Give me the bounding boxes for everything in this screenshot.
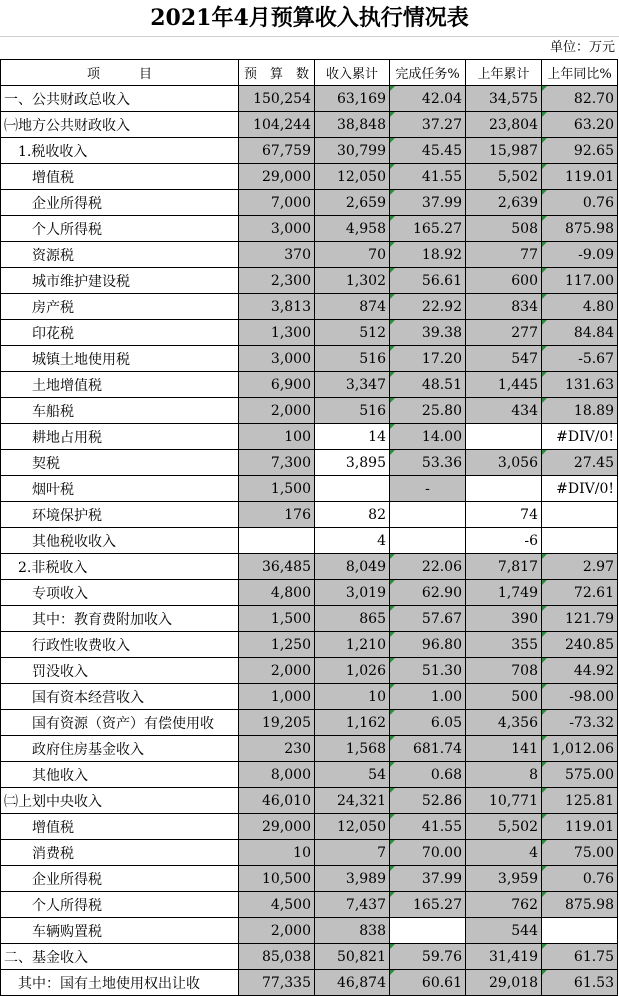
budget-cell[interactable]: 29,000 xyxy=(239,814,315,840)
table-row xyxy=(1,684,618,710)
yoy-cell[interactable]: 92.65 xyxy=(542,138,618,164)
budget-cell[interactable]: 2,000 xyxy=(239,398,315,424)
table-row xyxy=(1,840,618,866)
row-name-cell[interactable]: 土地增值税 xyxy=(1,372,239,398)
last-year-cell[interactable] xyxy=(466,476,542,502)
table-row xyxy=(1,606,618,632)
budget-cell[interactable]: 7,300 xyxy=(239,450,315,476)
row-name-cell[interactable]: 政府住房基金收入 xyxy=(1,736,239,762)
completion-cell[interactable]: 37.99 xyxy=(390,866,466,892)
row-name-cell[interactable]: 二、基金收入 xyxy=(1,944,239,970)
budget-cell[interactable] xyxy=(239,528,315,554)
budget-cell[interactable]: 104,244 xyxy=(239,112,315,138)
table-row xyxy=(1,242,618,268)
yoy-cell[interactable]: 121.79 xyxy=(542,606,618,632)
row-name-cell[interactable]: 国有资本经营收入 xyxy=(1,684,239,710)
table-row xyxy=(1,112,618,138)
cumulative-cell[interactable]: 4,958 xyxy=(315,216,390,242)
last-year-cell[interactable]: 77 xyxy=(466,242,542,268)
table-row xyxy=(1,476,618,502)
table-row xyxy=(1,190,618,216)
cumulative-cell[interactable]: 1,162 xyxy=(315,710,390,736)
completion-cell[interactable]: 59.76 xyxy=(390,944,466,970)
row-name-cell[interactable]: 2.非税收入 xyxy=(1,554,239,580)
last-year-cell[interactable]: 5,502 xyxy=(466,814,542,840)
yoy-cell[interactable]: 875.98 xyxy=(542,216,618,242)
cumulative-cell[interactable]: 12,050 xyxy=(315,814,390,840)
table-row xyxy=(1,580,618,606)
yoy-cell[interactable]: 61.75 xyxy=(542,944,618,970)
last-year-cell[interactable]: 15,987 xyxy=(466,138,542,164)
budget-table xyxy=(0,59,618,996)
row-name-cell[interactable]: 车船税 xyxy=(1,398,239,424)
last-year-cell[interactable]: 762 xyxy=(466,892,542,918)
yoy-cell[interactable]: -98.00 xyxy=(542,684,618,710)
table-row xyxy=(1,268,618,294)
row-name-cell[interactable]: 资源税 xyxy=(1,242,239,268)
row-name-cell[interactable]: 企业所得税 xyxy=(1,190,239,216)
last-year-cell[interactable]: 2,639 xyxy=(466,190,542,216)
cumulative-cell[interactable]: 3,895 xyxy=(315,450,390,476)
yoy-cell[interactable]: 82.70 xyxy=(542,86,618,112)
budget-cell[interactable]: 10,500 xyxy=(239,866,315,892)
yoy-cell[interactable]: 63.20 xyxy=(542,112,618,138)
yoy-cell[interactable]: 0.76 xyxy=(542,190,618,216)
cumulative-cell[interactable]: 838 xyxy=(315,918,390,944)
row-name-cell[interactable]: 一、公共财政总收入 xyxy=(1,86,239,112)
row-name-cell[interactable]: 国有资源（资产）有偿使用收 xyxy=(1,710,239,736)
budget-cell[interactable]: 3,000 xyxy=(239,216,315,242)
budget-cell[interactable]: 10 xyxy=(239,840,315,866)
completion-cell[interactable]: 48.51 xyxy=(390,372,466,398)
last-year-cell[interactable]: 7,817 xyxy=(466,554,542,580)
completion-cell[interactable]: 22.06 xyxy=(390,554,466,580)
budget-cell[interactable]: 4,500 xyxy=(239,892,315,918)
table-row xyxy=(1,320,618,346)
last-year-cell[interactable]: 29,018 xyxy=(466,970,542,996)
col-header-budget[interactable]: 预 算 数 xyxy=(239,60,315,86)
row-name-cell[interactable]: 城镇土地使用税 xyxy=(1,346,239,372)
last-year-cell[interactable]: 31,419 xyxy=(466,944,542,970)
completion-cell[interactable]: 25.80 xyxy=(390,398,466,424)
completion-cell[interactable]: 42.04 xyxy=(390,86,466,112)
completion-cell[interactable]: 53.36 xyxy=(390,450,466,476)
budget-cell[interactable]: 85,038 xyxy=(239,944,315,970)
yoy-cell[interactable] xyxy=(542,502,618,528)
last-year-cell[interactable]: 834 xyxy=(466,294,542,320)
completion-cell[interactable]: 165.27 xyxy=(390,216,466,242)
cumulative-cell[interactable] xyxy=(315,476,390,502)
yoy-cell[interactable]: 44.92 xyxy=(542,658,618,684)
cumulative-cell[interactable]: 70 xyxy=(315,242,390,268)
cumulative-cell[interactable]: 1,026 xyxy=(315,658,390,684)
row-name-cell[interactable]: 罚没收入 xyxy=(1,658,239,684)
last-year-cell[interactable]: 1,445 xyxy=(466,372,542,398)
yoy-cell[interactable]: 4.80 xyxy=(542,294,618,320)
last-year-cell[interactable]: 10,771 xyxy=(466,788,542,814)
table-row xyxy=(1,450,618,476)
last-year-cell[interactable]: 23,804 xyxy=(466,112,542,138)
row-name-cell[interactable]: 其他税收收入 xyxy=(1,528,239,554)
completion-cell[interactable]: 52.86 xyxy=(390,788,466,814)
completion-cell[interactable]: 57.67 xyxy=(390,606,466,632)
budget-cell[interactable]: 36,485 xyxy=(239,554,315,580)
row-name-cell[interactable]: 个人所得税 xyxy=(1,216,239,242)
last-year-cell[interactable]: 8 xyxy=(466,762,542,788)
cumulative-cell[interactable]: 10 xyxy=(315,684,390,710)
budget-cell[interactable]: 2,000 xyxy=(239,658,315,684)
row-name-cell[interactable]: ㈡上划中央收入 xyxy=(1,788,239,814)
cumulative-cell[interactable]: 874 xyxy=(315,294,390,320)
last-year-cell[interactable]: 434 xyxy=(466,398,542,424)
table-row xyxy=(1,736,618,762)
yoy-cell[interactable]: 119.01 xyxy=(542,164,618,190)
last-year-cell[interactable]: 708 xyxy=(466,658,542,684)
table-row xyxy=(1,970,618,996)
last-year-cell[interactable]: -6 xyxy=(466,528,542,554)
completion-cell[interactable]: 45.45 xyxy=(390,138,466,164)
col-header-cumulative[interactable]: 收入累计 xyxy=(315,60,390,86)
yoy-cell[interactable]: 72.61 xyxy=(542,580,618,606)
yoy-cell[interactable]: -9.09 xyxy=(542,242,618,268)
cumulative-cell[interactable]: 14 xyxy=(315,424,390,450)
row-name-cell[interactable]: 行政性收费收入 xyxy=(1,632,239,658)
last-year-cell[interactable]: 390 xyxy=(466,606,542,632)
table-row xyxy=(1,762,618,788)
yoy-cell[interactable]: 75.00 xyxy=(542,840,618,866)
budget-cell[interactable]: 1,500 xyxy=(239,476,315,502)
table-row xyxy=(1,372,618,398)
last-year-cell[interactable]: 74 xyxy=(466,502,542,528)
col-header-last-year[interactable]: 上年累计 xyxy=(466,60,542,86)
yoy-cell[interactable]: 27.45 xyxy=(542,450,618,476)
yoy-cell[interactable]: 240.85 xyxy=(542,632,618,658)
row-name-cell[interactable]: 房产税 xyxy=(1,294,239,320)
budget-cell[interactable]: 46,010 xyxy=(239,788,315,814)
row-name-cell[interactable]: 车辆购置税 xyxy=(1,918,239,944)
row-name-cell[interactable]: 耕地占用税 xyxy=(1,424,239,450)
table-row xyxy=(1,866,618,892)
last-year-cell[interactable]: 34,575 xyxy=(466,86,542,112)
last-year-cell[interactable]: 277 xyxy=(466,320,542,346)
table-row xyxy=(1,398,618,424)
last-year-cell[interactable]: 500 xyxy=(466,684,542,710)
completion-cell[interactable]: 1.00 xyxy=(390,684,466,710)
yoy-cell[interactable]: -73.32 xyxy=(542,710,618,736)
completion-cell[interactable]: 17.20 xyxy=(390,346,466,372)
row-name-cell[interactable]: 专项收入 xyxy=(1,580,239,606)
cumulative-cell[interactable]: 3,019 xyxy=(315,580,390,606)
row-name-cell[interactable]: 其他收入 xyxy=(1,762,239,788)
cumulative-cell[interactable]: 512 xyxy=(315,320,390,346)
table-body xyxy=(1,86,618,996)
cumulative-cell[interactable]: 50,821 xyxy=(315,944,390,970)
cumulative-cell[interactable]: 38,848 xyxy=(315,112,390,138)
table-row xyxy=(1,528,618,554)
yoy-cell[interactable]: #DIV/0! xyxy=(542,476,618,502)
completion-cell[interactable]: 681.74 xyxy=(390,736,466,762)
budget-cell[interactable]: 29,000 xyxy=(239,164,315,190)
yoy-cell[interactable]: #DIV/0! xyxy=(542,424,618,450)
last-year-cell[interactable]: 544 xyxy=(466,918,542,944)
yoy-cell[interactable] xyxy=(542,918,618,944)
cumulative-cell[interactable]: 1,210 xyxy=(315,632,390,658)
col-header-item[interactable]: 项 目 xyxy=(1,60,239,86)
table-row xyxy=(1,346,618,372)
header-row xyxy=(1,60,618,86)
completion-cell[interactable]: 41.55 xyxy=(390,164,466,190)
budget-cell[interactable]: 2,300 xyxy=(239,268,315,294)
table-row xyxy=(1,632,618,658)
last-year-cell[interactable]: 355 xyxy=(466,632,542,658)
last-year-cell[interactable]: 5,502 xyxy=(466,164,542,190)
completion-cell[interactable]: 70.00 xyxy=(390,840,466,866)
yoy-cell[interactable]: 131.63 xyxy=(542,372,618,398)
completion-cell[interactable]: 22.92 xyxy=(390,294,466,320)
cumulative-cell[interactable]: 516 xyxy=(315,346,390,372)
table-row xyxy=(1,424,618,450)
cumulative-cell[interactable]: 1,568 xyxy=(315,736,390,762)
last-year-cell[interactable]: 3,056 xyxy=(466,450,542,476)
yoy-cell[interactable]: 1,012.06 xyxy=(542,736,618,762)
cumulative-cell[interactable]: 8,049 xyxy=(315,554,390,580)
cumulative-cell[interactable]: 7 xyxy=(315,840,390,866)
cumulative-cell[interactable]: 7,437 xyxy=(315,892,390,918)
completion-cell[interactable]: 37.99 xyxy=(390,190,466,216)
cumulative-cell[interactable]: 4 xyxy=(315,528,390,554)
col-header-completion[interactable]: 完成任务% xyxy=(390,60,466,86)
row-name-cell[interactable]: 企业所得税 xyxy=(1,866,239,892)
completion-cell[interactable]: 60.61 xyxy=(390,970,466,996)
last-year-cell[interactable]: 547 xyxy=(466,346,542,372)
completion-cell[interactable]: 96.80 xyxy=(390,632,466,658)
completion-cell[interactable]: 6.05 xyxy=(390,710,466,736)
completion-cell[interactable]: 14.00 xyxy=(390,424,466,450)
cumulative-cell[interactable]: 12,050 xyxy=(315,164,390,190)
cumulative-cell[interactable]: 46,874 xyxy=(315,970,390,996)
cumulative-cell[interactable]: 54 xyxy=(315,762,390,788)
budget-cell[interactable]: 7,000 xyxy=(239,190,315,216)
budget-cell[interactable]: 100 xyxy=(239,424,315,450)
budget-cell[interactable]: 3,813 xyxy=(239,294,315,320)
yoy-cell[interactable]: 84.84 xyxy=(542,320,618,346)
row-name-cell[interactable]: 其中：国有土地使用权出让收 xyxy=(1,970,239,996)
cumulative-cell[interactable]: 3,989 xyxy=(315,866,390,892)
last-year-cell[interactable]: 4,356 xyxy=(466,710,542,736)
yoy-cell[interactable]: 2.97 xyxy=(542,554,618,580)
row-name-cell[interactable]: 契税 xyxy=(1,450,239,476)
cumulative-cell[interactable]: 82 xyxy=(315,502,390,528)
completion-cell[interactable]: 39.38 xyxy=(390,320,466,346)
budget-cell[interactable]: 1,250 xyxy=(239,632,315,658)
row-name-cell[interactable]: 环境保护税 xyxy=(1,502,239,528)
cumulative-cell[interactable]: 1,302 xyxy=(315,268,390,294)
table-row xyxy=(1,658,618,684)
last-year-cell[interactable] xyxy=(466,424,542,450)
cumulative-cell[interactable]: 516 xyxy=(315,398,390,424)
budget-cell[interactable]: 1,000 xyxy=(239,684,315,710)
table-row xyxy=(1,814,618,840)
unit-label: 单位：万元 xyxy=(549,40,615,55)
completion-cell[interactable]: 0.68 xyxy=(390,762,466,788)
last-year-cell[interactable]: 4 xyxy=(466,840,542,866)
completion-cell[interactable]: 37.27 xyxy=(390,112,466,138)
row-name-cell[interactable]: 烟叶税 xyxy=(1,476,239,502)
completion-cell[interactable]: 41.55 xyxy=(390,814,466,840)
cumulative-cell[interactable]: 24,321 xyxy=(315,788,390,814)
budget-cell[interactable]: 230 xyxy=(239,736,315,762)
budget-cell[interactable]: 8,000 xyxy=(239,762,315,788)
completion-cell[interactable]: 51.30 xyxy=(390,658,466,684)
table-row xyxy=(1,554,618,580)
budget-cell[interactable]: 77,335 xyxy=(239,970,315,996)
budget-cell[interactable]: 2,000 xyxy=(239,918,315,944)
col-header-yoy[interactable]: 上年同比% xyxy=(542,60,618,86)
yoy-cell[interactable]: 125.81 xyxy=(542,788,618,814)
row-name-cell[interactable]: 个人所得税 xyxy=(1,892,239,918)
budget-cell[interactable]: 67,759 xyxy=(239,138,315,164)
completion-cell[interactable] xyxy=(390,528,466,554)
budget-cell[interactable]: 4,800 xyxy=(239,580,315,606)
table-row xyxy=(1,944,618,970)
last-year-cell[interactable]: 600 xyxy=(466,268,542,294)
yoy-cell[interactable]: 61.53 xyxy=(542,970,618,996)
row-name-cell[interactable]: 印花税 xyxy=(1,320,239,346)
row-name-cell[interactable]: 增值税 xyxy=(1,164,239,190)
yoy-cell[interactable]: 117.00 xyxy=(542,268,618,294)
completion-cell[interactable] xyxy=(390,918,466,944)
last-year-cell[interactable]: 1,749 xyxy=(466,580,542,606)
table-row xyxy=(1,216,618,242)
completion-cell[interactable] xyxy=(390,502,466,528)
table-row xyxy=(1,892,618,918)
row-name-cell[interactable]: 其中：教育费附加收入 xyxy=(1,606,239,632)
cumulative-cell[interactable]: 3,347 xyxy=(315,372,390,398)
completion-cell[interactable]: - xyxy=(390,476,466,502)
last-year-cell[interactable]: 3,959 xyxy=(466,866,542,892)
table-row xyxy=(1,710,618,736)
last-year-cell[interactable]: 141 xyxy=(466,736,542,762)
cumulative-cell[interactable]: 30,799 xyxy=(315,138,390,164)
completion-cell[interactable]: 62.90 xyxy=(390,580,466,606)
table-row xyxy=(1,86,618,112)
yoy-cell[interactable]: 18.89 xyxy=(542,398,618,424)
yoy-cell[interactable]: -5.67 xyxy=(542,346,618,372)
last-year-cell[interactable]: 508 xyxy=(466,216,542,242)
budget-cell[interactable]: 1,300 xyxy=(239,320,315,346)
row-name-cell[interactable]: ㈠地方公共财政收入 xyxy=(1,112,239,138)
budget-cell[interactable]: 19,205 xyxy=(239,710,315,736)
budget-cell[interactable]: 176 xyxy=(239,502,315,528)
yoy-cell[interactable]: 875.98 xyxy=(542,892,618,918)
yoy-cell[interactable] xyxy=(542,528,618,554)
cumulative-cell[interactable]: 2,659 xyxy=(315,190,390,216)
table-row xyxy=(1,164,618,190)
row-name-cell[interactable]: 增值税 xyxy=(1,814,239,840)
cumulative-cell[interactable]: 63,169 xyxy=(315,86,390,112)
sheet-title: 2021年4月预算收入执行情况表 xyxy=(0,0,619,37)
completion-cell[interactable]: 18.92 xyxy=(390,242,466,268)
yoy-cell[interactable]: 0.76 xyxy=(542,866,618,892)
completion-cell[interactable]: 165.27 xyxy=(390,892,466,918)
yoy-cell[interactable]: 575.00 xyxy=(542,762,618,788)
row-name-cell[interactable]: 1.税收收入 xyxy=(1,138,239,164)
table-row xyxy=(1,502,618,528)
table-row xyxy=(1,138,618,164)
table-row xyxy=(1,788,618,814)
completion-cell[interactable]: 56.61 xyxy=(390,268,466,294)
table-row xyxy=(1,294,618,320)
budget-cell[interactable]: 3,000 xyxy=(239,346,315,372)
cumulative-cell[interactable]: 865 xyxy=(315,606,390,632)
budget-cell[interactable]: 6,900 xyxy=(239,372,315,398)
budget-cell[interactable]: 150,254 xyxy=(239,86,315,112)
budget-cell[interactable]: 1,500 xyxy=(239,606,315,632)
row-name-cell[interactable]: 城市维护建设税 xyxy=(1,268,239,294)
table-row xyxy=(1,918,618,944)
budget-cell[interactable]: 370 xyxy=(239,242,315,268)
yoy-cell[interactable]: 119.01 xyxy=(542,814,618,840)
row-name-cell[interactable]: 消费税 xyxy=(1,840,239,866)
